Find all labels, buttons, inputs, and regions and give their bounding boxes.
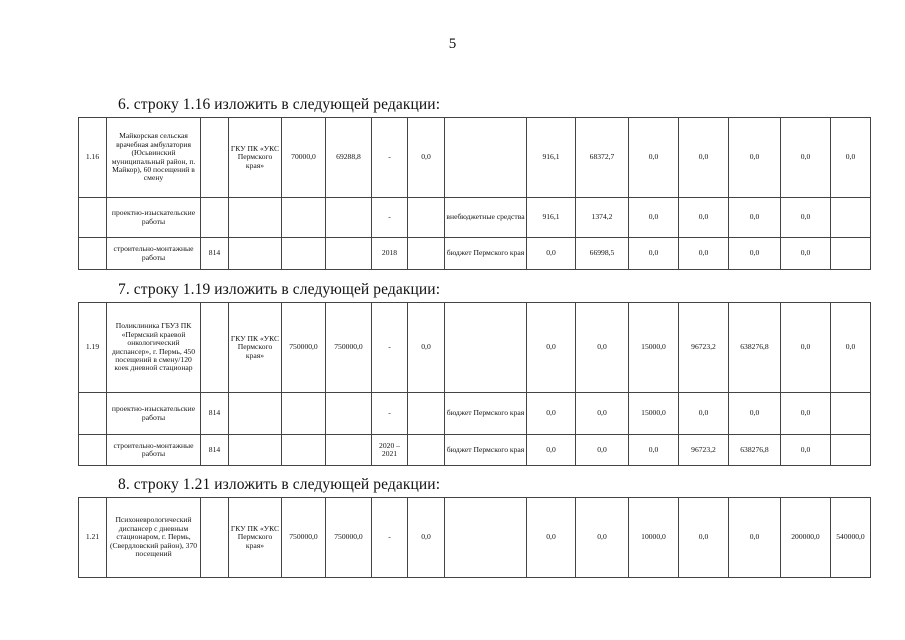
table-cell: 200000,0 [781, 498, 831, 578]
table-cell [831, 435, 871, 466]
table-cell: 0,0 [679, 498, 729, 578]
table-cell: 0,0 [576, 393, 629, 435]
table-cell [201, 303, 229, 393]
table-cell: 750000,0 [282, 303, 326, 393]
table-cell: проектно-изыскательские работы [107, 393, 201, 435]
table-cell: 814 [201, 238, 229, 270]
table-cell [282, 238, 326, 270]
table-cell: 916,1 [527, 118, 576, 198]
table-cell: 0,0 [679, 393, 729, 435]
table-cell [445, 118, 527, 198]
table-cell: строительно-монтажные работы [107, 435, 201, 466]
table-cell: 0,0 [781, 393, 831, 435]
table-cell: 0,0 [679, 118, 729, 198]
table-cell: 750000,0 [326, 498, 372, 578]
table-cell: 0,0 [729, 238, 781, 270]
table-cell: 0,0 [527, 435, 576, 466]
table-cell: 0,0 [729, 198, 781, 238]
table-row-1-16 [78, 117, 871, 270]
table-cell: 0,0 [408, 303, 445, 393]
table-cell: 0,0 [781, 303, 831, 393]
table-cell [408, 393, 445, 435]
table-row-1-19 [78, 302, 871, 466]
table-cell [326, 238, 372, 270]
table-cell [229, 435, 282, 466]
table-cell: 69288,8 [326, 118, 372, 198]
table-cell [445, 303, 527, 393]
table-cell: 750000,0 [282, 498, 326, 578]
table-cell: 1.21 [79, 498, 107, 578]
table-cell: проектно-изыскательские работы [107, 198, 201, 238]
table-cell [831, 198, 871, 238]
table-cell: внебюджетные средства [445, 198, 527, 238]
table-cell: 0,0 [527, 303, 576, 393]
table-cell: 814 [201, 435, 229, 466]
table-cell: 0,0 [576, 435, 629, 466]
table-cell: ГКУ ПК «УКС Пермского края» [229, 303, 282, 393]
table-cell: 96723,2 [679, 435, 729, 466]
table-cell: 96723,2 [679, 303, 729, 393]
table-cell: 0,0 [408, 498, 445, 578]
table-cell [79, 393, 107, 435]
table-row [79, 498, 871, 578]
table-cell: 750000,0 [326, 303, 372, 393]
table-cell [282, 393, 326, 435]
table-cell: 0,0 [629, 238, 679, 270]
table-cell: 70000,0 [282, 118, 326, 198]
table-cell: бюджет Пермского края [445, 238, 527, 270]
table-cell: 0,0 [831, 303, 871, 393]
table-cell: 0,0 [781, 118, 831, 198]
table-row-1-21 [78, 497, 871, 578]
table-cell: 2020 – 2021 [372, 435, 408, 466]
table-cell: 0,0 [729, 393, 781, 435]
table-cell: 916,1 [527, 198, 576, 238]
table-cell: - [372, 198, 408, 238]
table-cell [282, 198, 326, 238]
table-cell: бюджет Пермского края [445, 393, 527, 435]
table-cell: ГКУ ПК «УКС Пермского края» [229, 498, 282, 578]
table-cell [79, 435, 107, 466]
table-cell: 1.16 [79, 118, 107, 198]
table-cell: 15000,0 [629, 393, 679, 435]
table-row [79, 118, 871, 198]
table-cell [408, 198, 445, 238]
table-cell: 0,0 [629, 118, 679, 198]
table-cell: 68372,7 [576, 118, 629, 198]
table-cell: 0,0 [527, 498, 576, 578]
table-cell: 0,0 [629, 198, 679, 238]
table-cell: Психоневрологический диспансер с дневным стационаром, г. Пермь, (Свердловский район), 370 посещений [107, 498, 201, 578]
table-cell: 814 [201, 393, 229, 435]
section-heading-1-21: 8. строку 1.21 изложить в следующей редакции: [118, 476, 441, 493]
table-cell: Майкорская сельская врачебная амбулатория (Юсьвинский муниципальный район, п. Майкор), 60 посещений в смену [107, 118, 201, 198]
table-cell [326, 435, 372, 466]
table-cell: 0,0 [679, 238, 729, 270]
table-row [79, 303, 871, 393]
table-cell: 540000,0 [831, 498, 871, 578]
table-cell: 0,0 [576, 303, 629, 393]
table-cell: 66998,5 [576, 238, 629, 270]
table-cell [79, 238, 107, 270]
table-cell: 0,0 [576, 498, 629, 578]
table-cell: 10000,0 [629, 498, 679, 578]
table-cell [201, 498, 229, 578]
table-cell [831, 393, 871, 435]
table-row [79, 393, 871, 435]
table-cell [282, 435, 326, 466]
table-row [79, 198, 871, 238]
table-cell [79, 198, 107, 238]
table-cell: 0,0 [781, 198, 831, 238]
table-cell: 638276,8 [729, 303, 781, 393]
table-row [79, 435, 871, 466]
table-row [79, 238, 871, 270]
table-cell [326, 393, 372, 435]
section-heading-1-16: 6. строку 1.16 изложить в следующей редакции: [118, 96, 441, 113]
table-cell [408, 238, 445, 270]
table-cell: - [372, 498, 408, 578]
table-cell: 0,0 [831, 118, 871, 198]
table-cell [326, 198, 372, 238]
table-cell: - [372, 118, 408, 198]
table-cell: - [372, 393, 408, 435]
table-cell: Поликлиника ГБУЗ ПК «Пермский краевой онкологический диспансер», г. Пермь, 450 посещений в смену/120 коек дневной стационар [107, 303, 201, 393]
table-cell: 1374,2 [576, 198, 629, 238]
table-cell [229, 393, 282, 435]
table-cell: 2018 [372, 238, 408, 270]
table-cell [229, 198, 282, 238]
table-cell: 0,0 [729, 498, 781, 578]
table-cell: 1.19 [79, 303, 107, 393]
table-cell: 0,0 [679, 198, 729, 238]
table-cell: 638276,8 [729, 435, 781, 466]
table-cell [831, 238, 871, 270]
table-cell: 0,0 [781, 238, 831, 270]
table-cell: 0,0 [408, 118, 445, 198]
table-cell [445, 498, 527, 578]
table-cell [201, 118, 229, 198]
table-cell: 0,0 [527, 238, 576, 270]
table-cell: бюджет Пермского края [445, 435, 527, 466]
table-cell: строительно-монтажные работы [107, 238, 201, 270]
table-cell: ГКУ ПК «УКС Пермского края» [229, 118, 282, 198]
table-cell: 0,0 [527, 393, 576, 435]
table-cell [408, 435, 445, 466]
table-cell [229, 238, 282, 270]
table-cell: - [372, 303, 408, 393]
table-cell: 0,0 [729, 118, 781, 198]
table-cell: 15000,0 [629, 303, 679, 393]
table-cell [201, 198, 229, 238]
table-cell: 0,0 [781, 435, 831, 466]
table-cell: 0,0 [629, 435, 679, 466]
page-number: 5 [448, 36, 457, 52]
section-heading-1-19: 7. строку 1.19 изложить в следующей редакции: [118, 281, 441, 298]
